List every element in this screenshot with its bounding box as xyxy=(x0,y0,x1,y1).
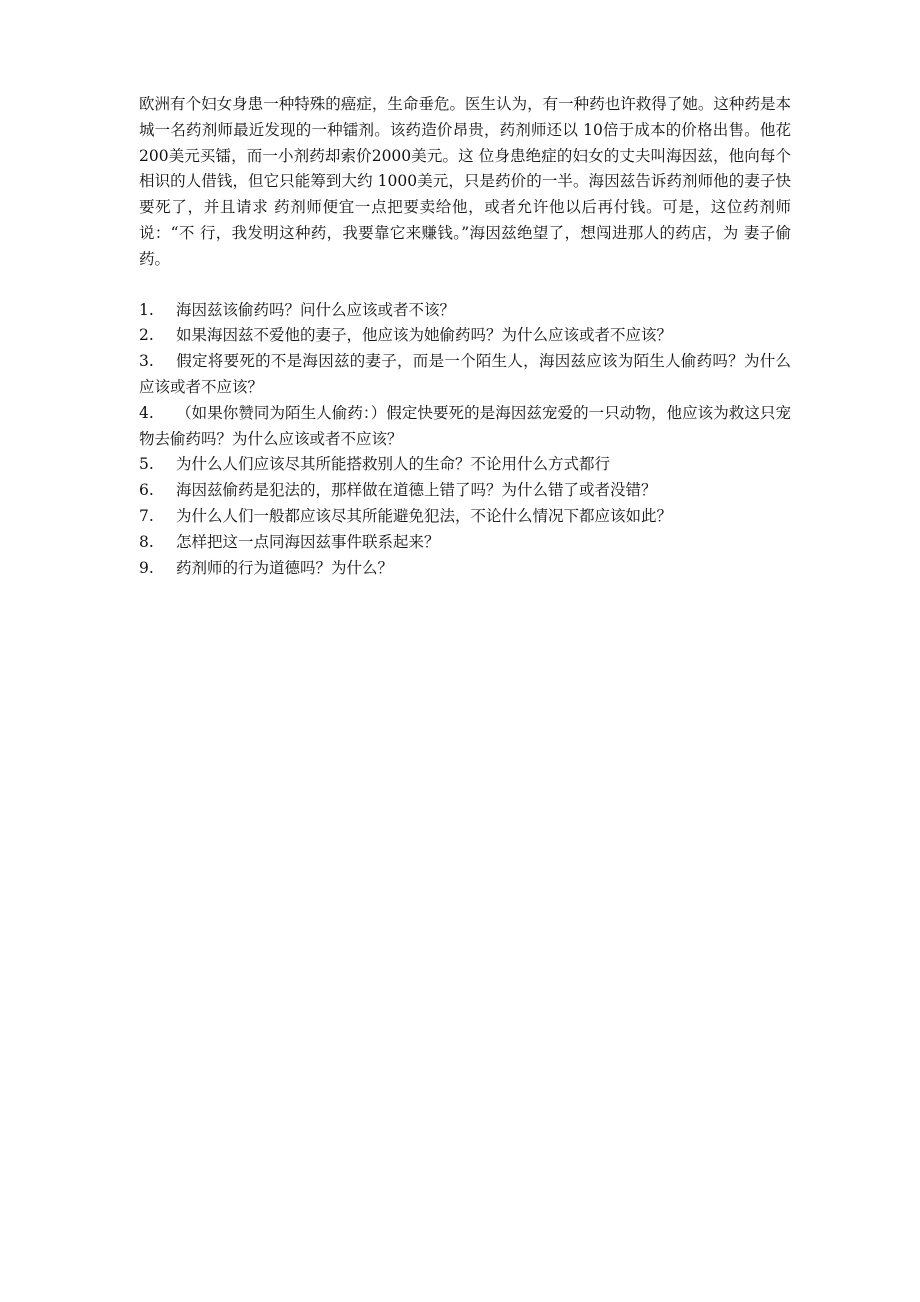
question-number: 7. xyxy=(139,506,154,525)
question-text: 如果海因兹不爱他的妻子，他应该为她偷药吗？为什么应该或者不应该？ xyxy=(176,326,673,345)
document-body xyxy=(139,92,791,581)
story-paragraph: 欧洲有个妇女身患一种特殊的癌症，生命垂危。医生认为，有一种药也许救得了她。这种药是本城一名药剂师最近发现的一种镭剂。该药造价昂贵，药剂师还以 10倍于成本的价格出售。他花200美元买镭，而一小剂药却索价2000美元。这 位身患绝症的妇女的丈夫叫海因兹，他向每个相识的人借钱，但它只能筹到大约 1000美元，只是药价的一半。海因兹告诉药剂师他的妻子快要死了，并且请求 药剂师便宜一点把要卖给他，或者允许他以后再付钱。可是，这位药剂师说：“不 行，我发明这种药，我要靠它来赚钱。”海因兹绝望了，想闯进那人的药店，为 妻子偷药。 xyxy=(139,95,791,268)
question-text: 怎样把这一点同海因兹事件联系起来？ xyxy=(176,532,440,551)
question-text: （如果你赞同为陌生人偷药：）假定快要死的是海因兹宠爱的一只动物，他应该为救这只宠物去偷药吗？为什么应该或者不应该？ xyxy=(139,403,791,448)
question-number: 4. xyxy=(139,403,154,422)
question-number: 9. xyxy=(139,558,154,577)
question-number: 6. xyxy=(139,481,154,500)
question-item xyxy=(139,556,791,582)
question-item xyxy=(139,478,791,504)
question-item xyxy=(139,323,791,349)
question-number: 8. xyxy=(139,532,154,551)
question-number: 2. xyxy=(139,326,154,345)
question-number: 3. xyxy=(139,352,154,371)
question-text: 海因兹偷药是犯法的，那样做在道德上错了吗？为什么错了或者没错？ xyxy=(176,481,657,500)
question-text: 为什么人们应该尽其所能搭救别人的生命？不论用什么方式都行 xyxy=(176,455,611,474)
question-list xyxy=(139,298,791,582)
question-text: 为什么人们一般都应该尽其所能避免犯法，不论什么情况下都应该如此？ xyxy=(176,506,673,525)
question-item xyxy=(139,298,791,324)
question-number: 1. xyxy=(139,300,154,319)
question-text: 假定将要死的不是海因兹的妻子，而是一个陌生人，海因兹应该为陌生人偷药吗？为什么应该或者不应该？ xyxy=(139,352,791,396)
question-text: 药剂师的行为道德吗？为什么？ xyxy=(176,558,394,577)
question-item xyxy=(139,504,791,530)
question-number: 5. xyxy=(139,455,154,474)
question-item xyxy=(139,349,791,401)
question-item xyxy=(139,401,791,453)
question-item xyxy=(139,530,791,556)
question-item xyxy=(139,452,791,478)
question-text: 海因兹该偷药吗？问什么应该或者不该？ xyxy=(176,300,456,319)
